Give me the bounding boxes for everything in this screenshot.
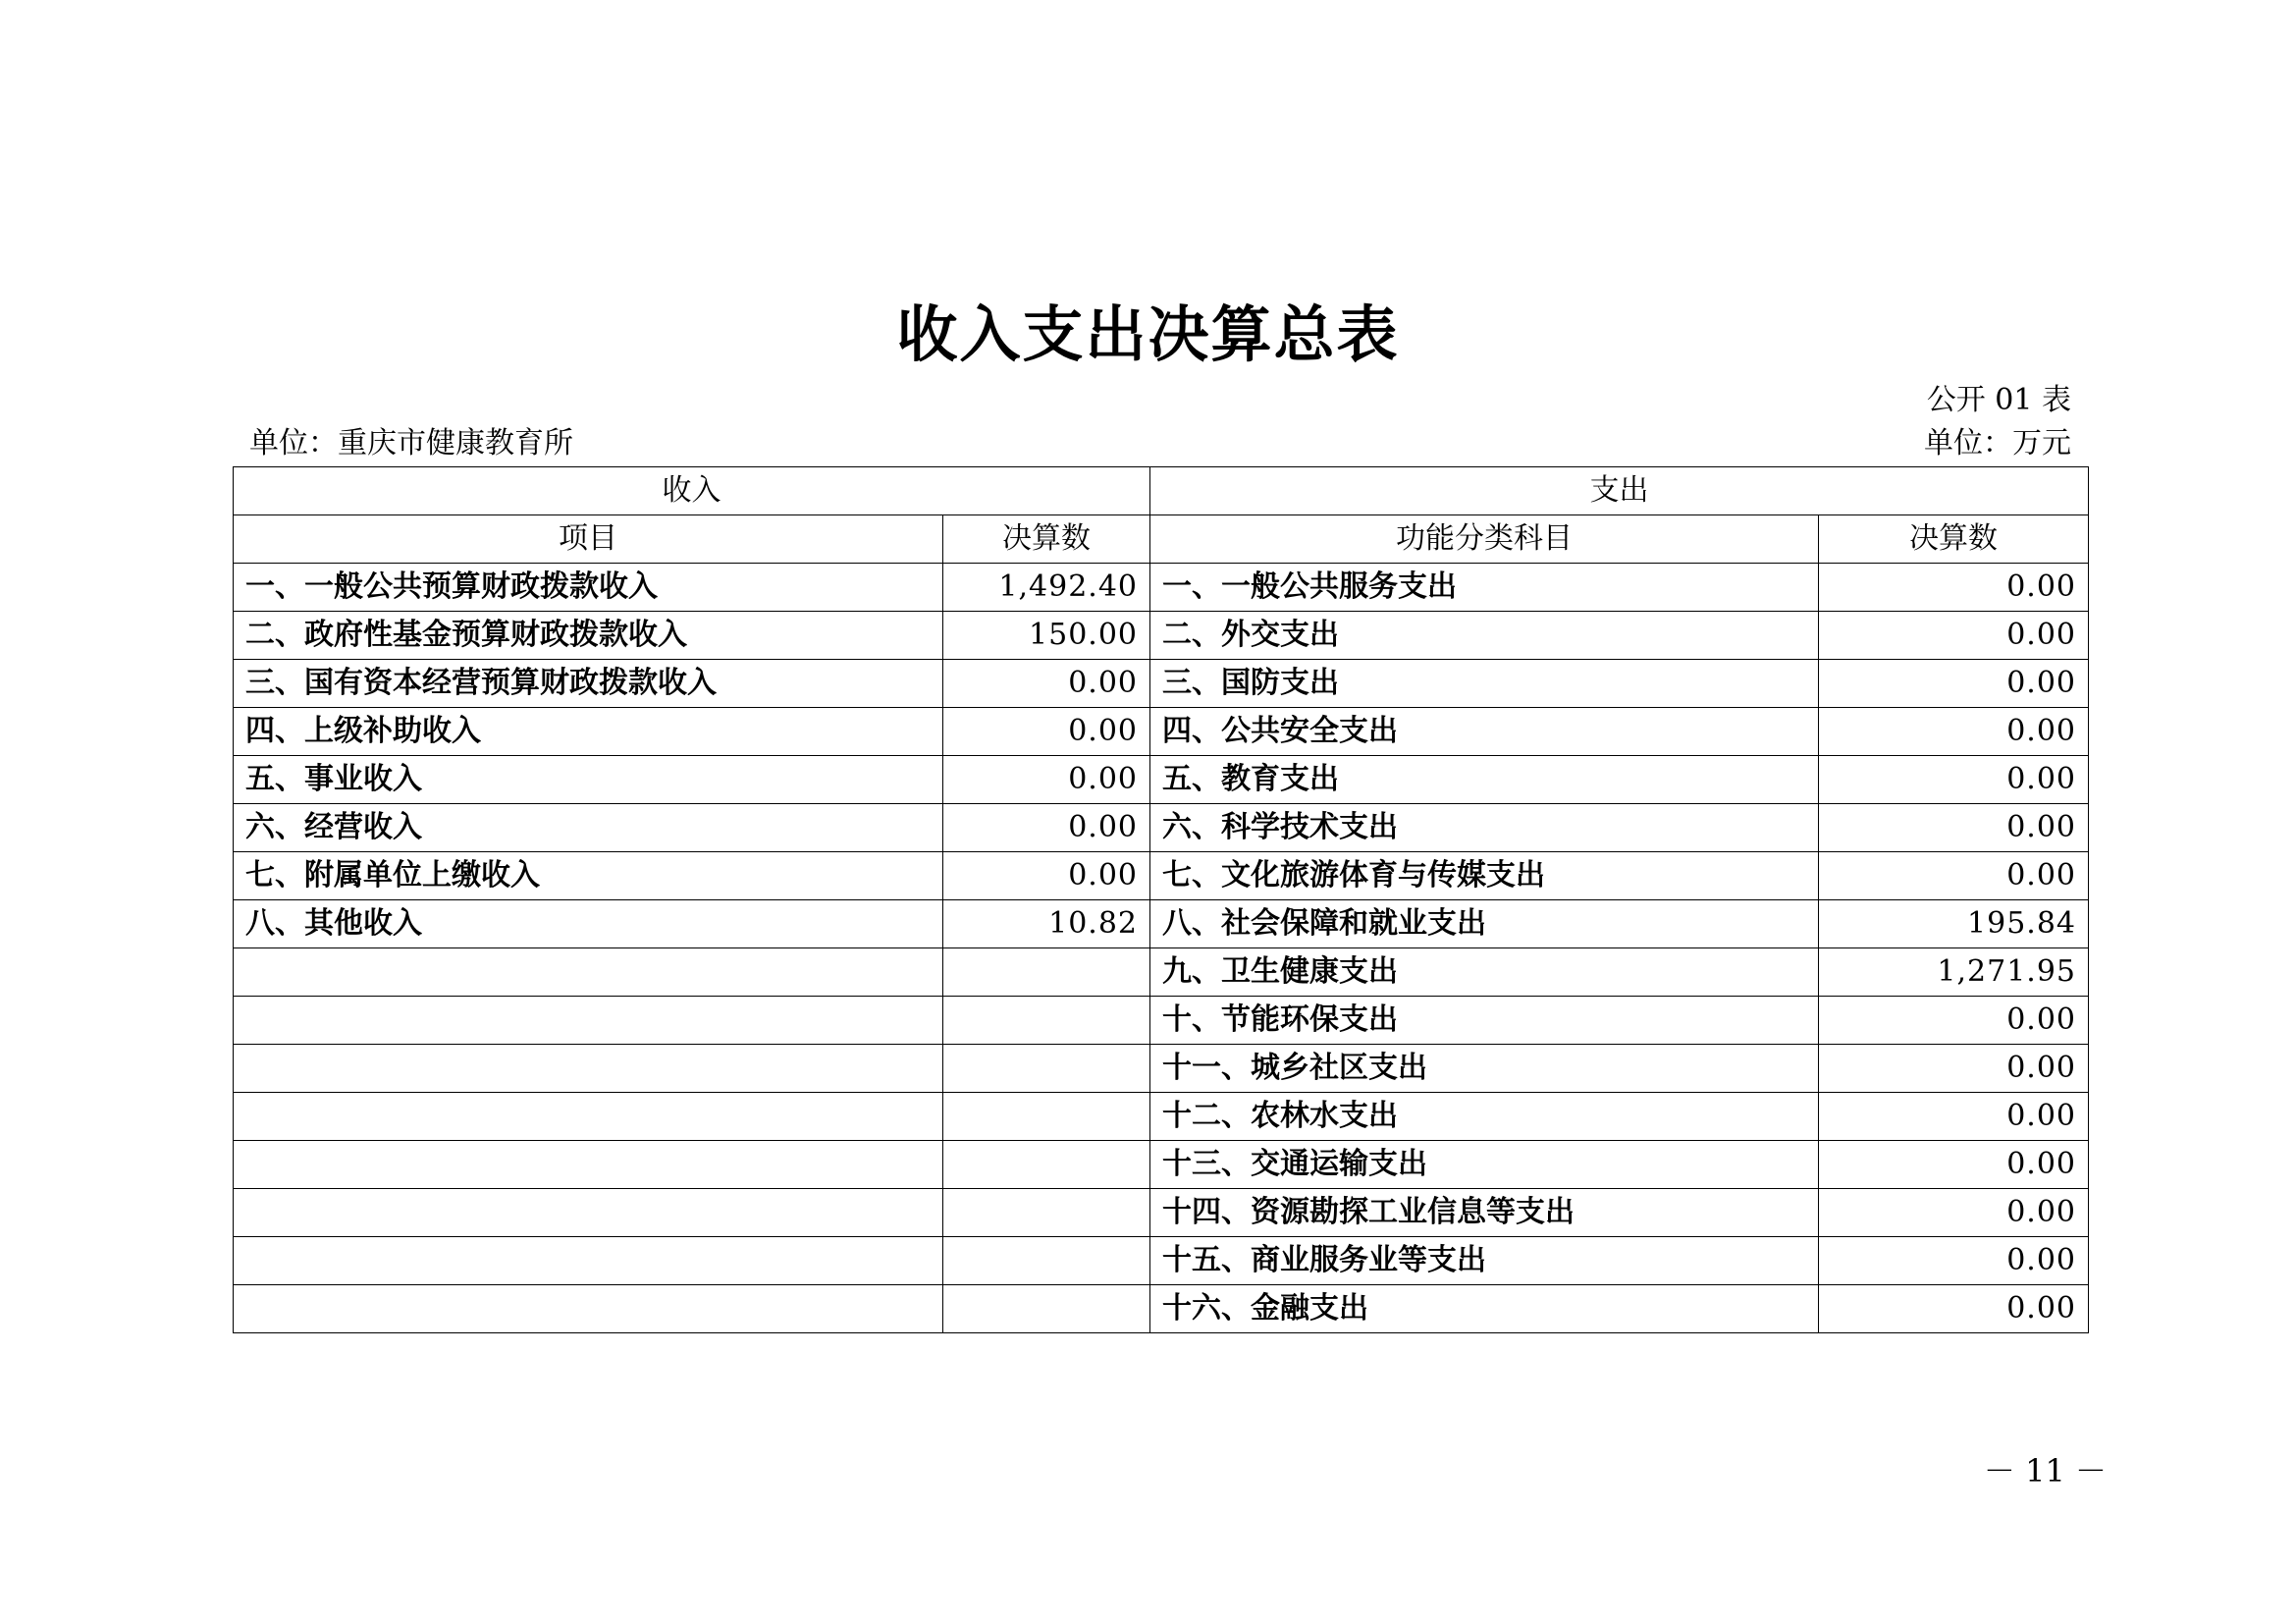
income-item-cell: 二、政府性基金预算财政拨款收入 [234,612,943,660]
header-row-sub [234,515,2089,564]
income-item-cell [234,1045,943,1093]
expense-item-cell: 九、卫生健康支出 [1150,948,1819,997]
income-amount-cell [943,1285,1150,1333]
table-row [234,1141,2089,1189]
page-title: 收入支出决算总表 [896,298,1400,370]
table-row [234,708,2089,756]
expense-item-cell: 一、一般公共服务支出 [1150,564,1819,612]
expense-item-cell: 十、节能环保支出 [1150,997,1819,1045]
expense-amount-cell: 0.00 [1819,852,2089,900]
income-item-cell: 七、附属单位上缴收入 [234,852,943,900]
table-row [234,612,2089,660]
expense-amount-cell: 0.00 [1819,564,2089,612]
income-amount-cell [943,1093,1150,1141]
table-row [234,900,2089,948]
expense-amount-cell: 0.00 [1819,1045,2089,1093]
income-amount-cell: 10.82 [943,900,1150,948]
header-income-amount: 决算数 [943,515,1150,564]
header-row-top [234,467,2089,515]
income-item-cell [234,1237,943,1285]
income-item-cell [234,1285,943,1333]
income-item-cell [234,948,943,997]
expense-item-cell: 四、公共安全支出 [1150,708,1819,756]
table-row [234,660,2089,708]
table-row [234,1093,2089,1141]
header-function-category: 功能分类科目 [1150,515,1819,564]
table-row [234,997,2089,1045]
income-item-cell: 五、事业收入 [234,756,943,804]
income-item-cell: 三、国有资本经营预算财政拨款收入 [234,660,943,708]
page-number: － 11 － [1983,1452,2107,1489]
table-row [234,1285,2089,1333]
table-row [234,756,2089,804]
income-item-cell: 一、一般公共预算财政拨款收入 [234,564,943,612]
income-amount-cell [943,1189,1150,1237]
income-item-cell: 六、经营收入 [234,804,943,852]
table-row [234,852,2089,900]
expense-item-cell: 十三、交通运输支出 [1150,1141,1819,1189]
income-expense-table [233,466,2089,1333]
header-income: 收入 [234,467,1150,515]
expense-amount-cell: 0.00 [1819,1141,2089,1189]
header-expense-amount: 决算数 [1819,515,2089,564]
income-amount-cell: 0.00 [943,756,1150,804]
expense-item-cell: 七、文化旅游体育与传媒支出 [1150,852,1819,900]
unit-currency: 单位：万元 [1924,426,2071,460]
income-item-cell [234,1189,943,1237]
expense-item-cell: 十一、城乡社区支出 [1150,1045,1819,1093]
income-amount-cell: 150.00 [943,612,1150,660]
expense-item-cell: 十四、资源勘探工业信息等支出 [1150,1189,1819,1237]
expense-amount-cell: 0.00 [1819,612,2089,660]
income-amount-cell: 0.00 [943,708,1150,756]
expense-item-cell: 二、外交支出 [1150,612,1819,660]
expense-item-cell: 八、社会保障和就业支出 [1150,900,1819,948]
income-amount-cell [943,997,1150,1045]
unit-name: 单位：重庆市健康教育所 [249,426,573,460]
expense-item-cell: 十二、农林水支出 [1150,1093,1819,1141]
header-item: 项目 [234,515,943,564]
expense-amount-cell: 1,271.95 [1819,948,2089,997]
header-expense: 支出 [1150,467,2089,515]
table-row [234,564,2089,612]
expense-amount-cell: 0.00 [1819,756,2089,804]
expense-item-cell: 十六、金融支出 [1150,1285,1819,1333]
expense-amount-cell: 0.00 [1819,708,2089,756]
table-row [234,1237,2089,1285]
expense-amount-cell: 0.00 [1819,804,2089,852]
expense-amount-cell: 0.00 [1819,1189,2089,1237]
expense-amount-cell: 0.00 [1819,997,2089,1045]
table-row [234,1189,2089,1237]
income-amount-cell: 0.00 [943,852,1150,900]
income-item-cell: 八、其他收入 [234,900,943,948]
expense-item-cell: 六、科学技术支出 [1150,804,1819,852]
income-amount-cell [943,1045,1150,1093]
income-item-cell [234,1141,943,1189]
income-amount-cell [943,1237,1150,1285]
income-amount-cell: 1,492.40 [943,564,1150,612]
expense-amount-cell: 0.00 [1819,1237,2089,1285]
table-row [234,948,2089,997]
income-item-cell: 四、上级补助收入 [234,708,943,756]
expense-amount-cell: 0.00 [1819,1285,2089,1333]
income-item-cell [234,1093,943,1141]
income-amount-cell [943,1141,1150,1189]
income-amount-cell [943,948,1150,997]
expense-item-cell: 三、国防支出 [1150,660,1819,708]
expense-amount-cell: 0.00 [1819,660,2089,708]
income-amount-cell: 0.00 [943,804,1150,852]
income-item-cell [234,997,943,1045]
table-row [234,1045,2089,1093]
expense-item-cell: 五、教育支出 [1150,756,1819,804]
expense-amount-cell: 195.84 [1819,900,2089,948]
income-amount-cell: 0.00 [943,660,1150,708]
table-row [234,804,2089,852]
expense-amount-cell: 0.00 [1819,1093,2089,1141]
expense-item-cell: 十五、商业服务业等支出 [1150,1237,1819,1285]
form-code: 公开 01 表 [1926,383,2071,417]
